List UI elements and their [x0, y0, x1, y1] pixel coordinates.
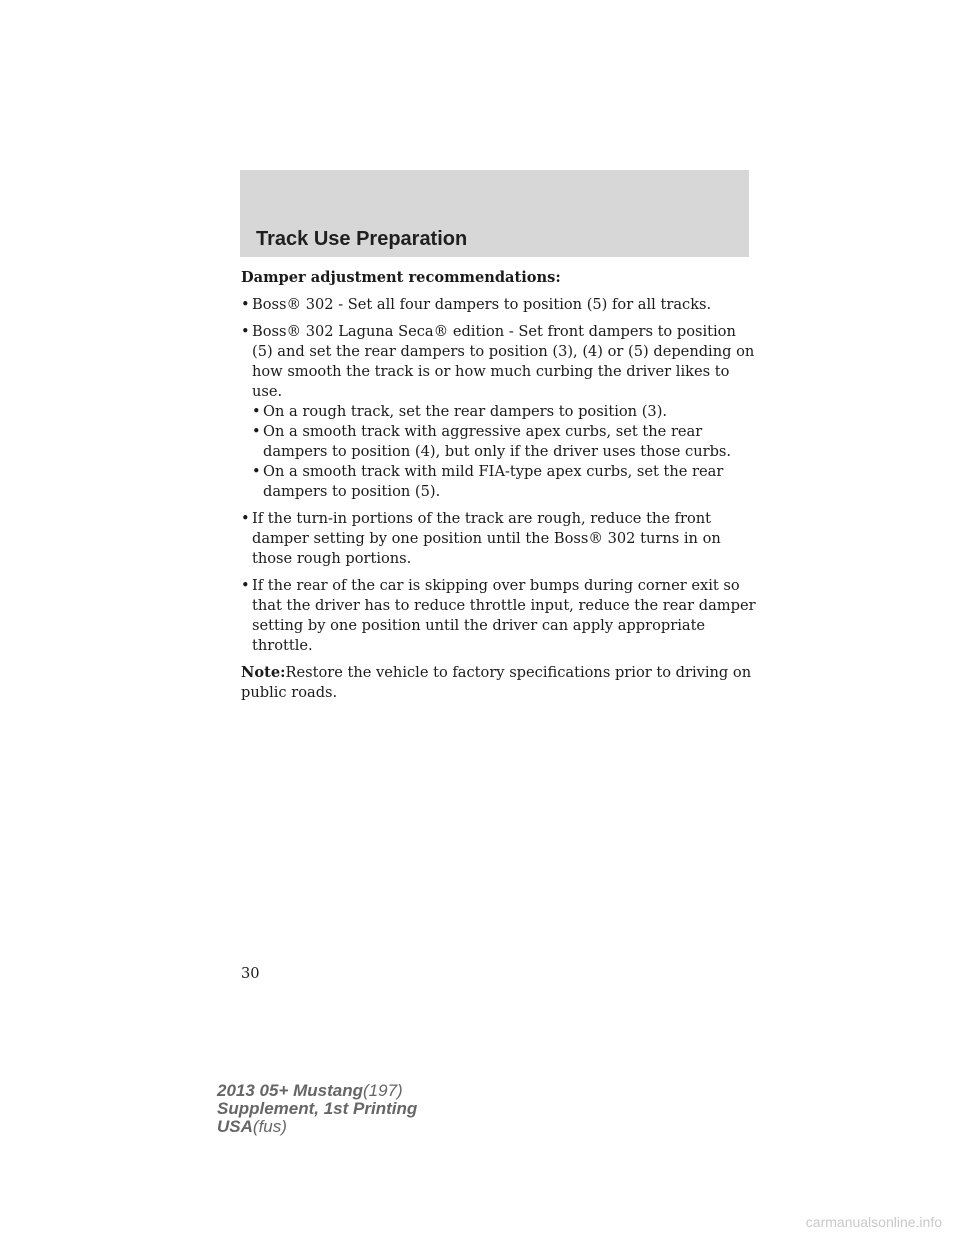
sub-list-item [252, 462, 761, 502]
bullet-icon: • [252, 423, 261, 440]
sub-bullet-text: On a smooth track with aggressive apex curbs, set the rear dampers to position (4), but only if the driver uses those curbs. [263, 423, 732, 460]
footer-edition: Supplement, 1st Printing [217, 1099, 418, 1118]
bullet-icon: • [252, 463, 261, 480]
bullet-text: Boss® 302 - Set all four dampers to position (5) for all tracks. [252, 296, 712, 313]
footer-market-code: (fus) [252, 1117, 287, 1136]
note-label: Note: [241, 664, 286, 681]
sub-list-item [252, 422, 761, 462]
bullet-icon: • [241, 577, 250, 594]
note [241, 663, 761, 703]
list-item [241, 576, 761, 656]
sub-list-item [252, 402, 761, 422]
list-item [241, 322, 761, 502]
sub-bullet-text: On a rough track, set the rear dampers to position (3). [263, 403, 668, 420]
bullet-icon: • [241, 510, 250, 527]
bullet-icon: • [241, 296, 250, 313]
footer-market: USA [217, 1117, 253, 1136]
footer-model-code: (197) [363, 1081, 403, 1100]
footer-model: 2013 05+ Mustang [217, 1081, 363, 1100]
watermark: carmanualsonline.info [805, 1214, 942, 1230]
bullet-text: If the turn-in portions of the track are rough, reduce the front damper setting by one position until the Boss® 302 turns in on those rough portions. [252, 510, 721, 567]
bullet-icon: • [241, 323, 250, 340]
body-content [241, 268, 761, 710]
footer-info [217, 1082, 417, 1136]
sub-list [252, 402, 761, 502]
bullet-icon: • [252, 403, 261, 420]
page-number: 30 [241, 965, 260, 982]
sub-bullet-text: On a smooth track with mild FIA-type apex curbs, set the rear dampers to position (5). [263, 463, 724, 500]
bullet-text: If the rear of the car is skipping over bumps during corner exit so that the driver has to reduce throttle input, reduce the rear damper setting by one position until the driver can apply appropriate throttle. [252, 577, 756, 654]
content-heading: Damper adjustment recommendations: [241, 269, 561, 286]
list-item [241, 295, 761, 315]
list-item [241, 509, 761, 569]
section-title: Track Use Preparation [256, 228, 468, 250]
note-text: Restore the vehicle to factory specifications prior to driving on public roads. [241, 664, 752, 701]
bullet-text: Boss® 302 Laguna Seca® edition - Set front dampers to position (5) and set the rear dampers to position (3), (4) or (5) depending on how smooth the track is or how much curbing the driver likes to use. [252, 323, 755, 400]
